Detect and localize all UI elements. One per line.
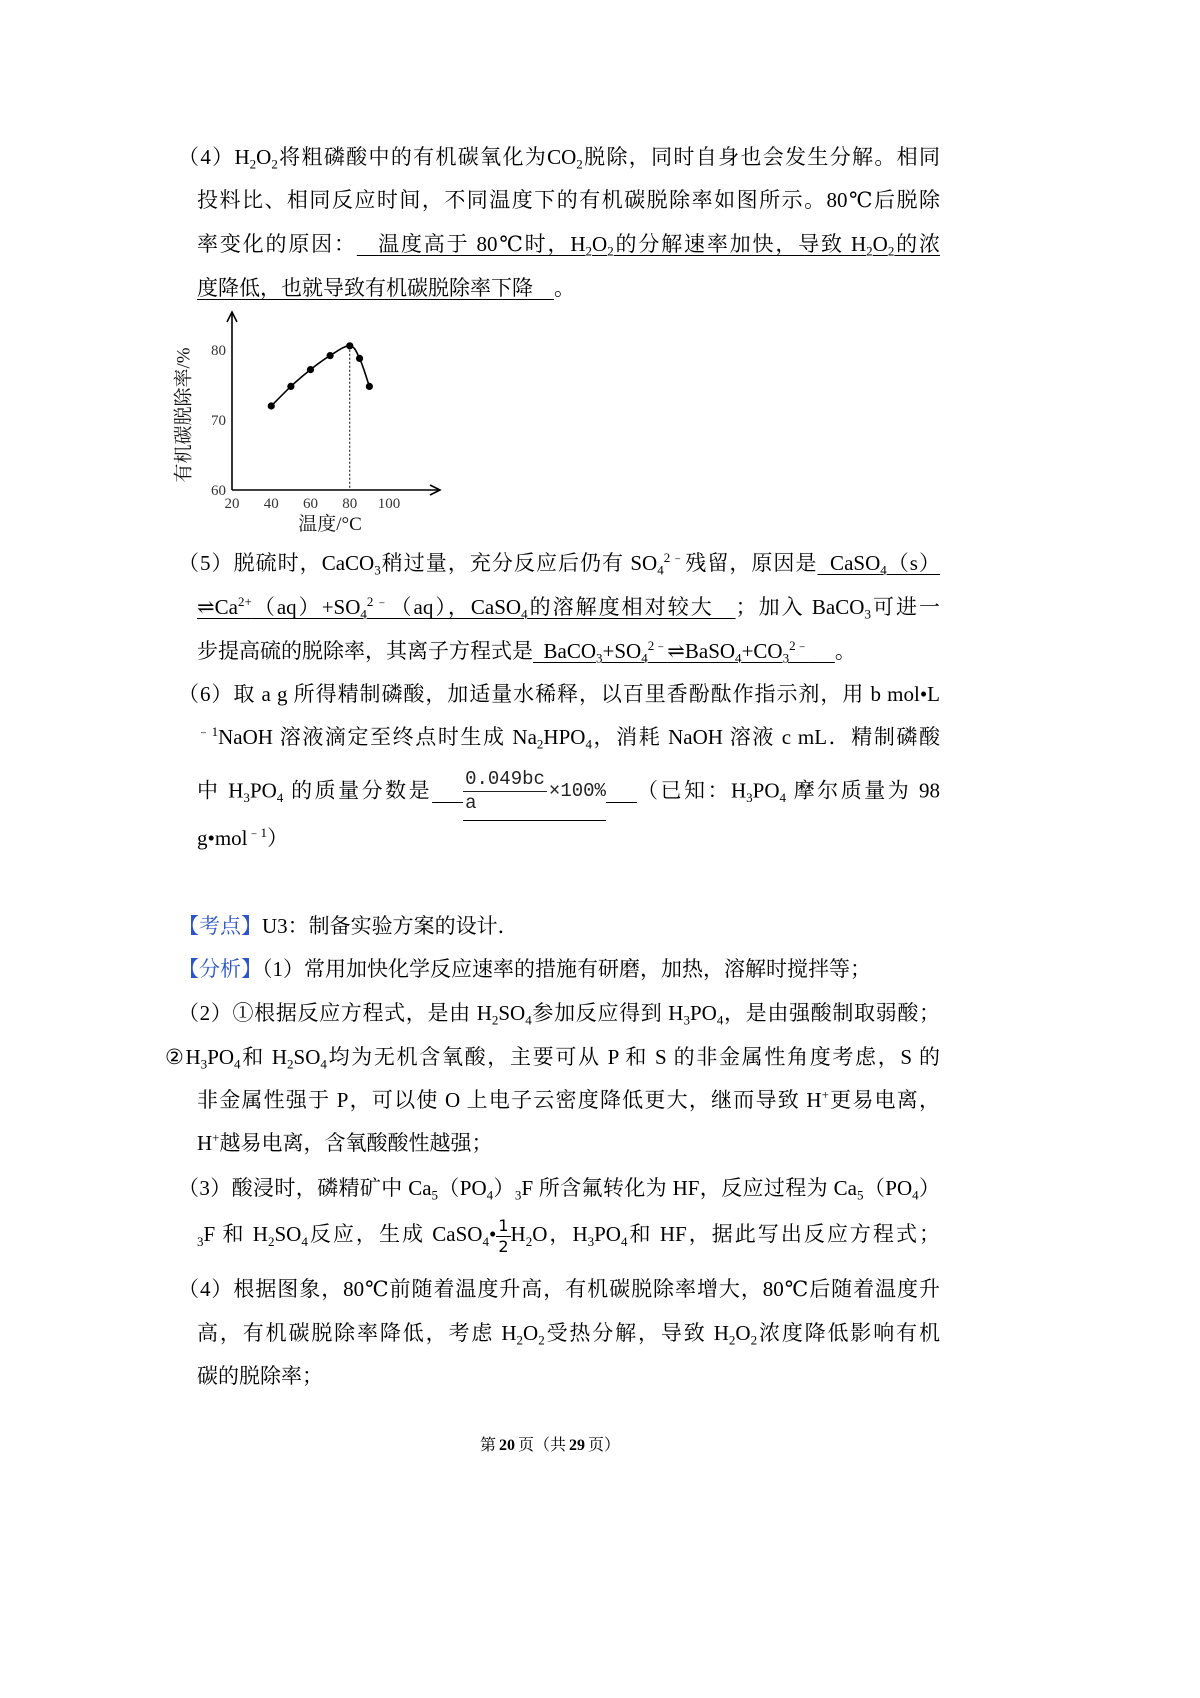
analysis-line-2 [178,996,940,1030]
text-run [432,779,463,803]
text-run: 的浓 [894,232,941,256]
q6-line-1 [178,677,940,711]
fraction [496,1217,510,1256]
subscript: 4 [620,1233,628,1249]
q4-line-2 [197,183,940,217]
text-run: 页（共 [518,1437,567,1454]
q5-line-2 [197,590,940,624]
text-run: （5）脱硫时，CaCO [178,551,375,575]
data-point [307,366,314,373]
data-point [268,402,275,409]
y-tick-label: 70 [211,413,226,429]
subscript: 4 [716,1012,724,1028]
subscript: 2 [249,156,257,172]
text-run: SO [274,1222,302,1247]
subscript: 2 [271,156,278,172]
subscript: 4 [234,1056,241,1072]
subscript: 4 [525,1012,532,1028]
subscript: 2 [887,243,895,259]
text-run: 中 H [197,778,244,803]
subscript: 4 [657,562,664,578]
text-run: 。 [834,639,856,663]
text-run: SO [498,1001,526,1025]
key-point-line [178,909,519,943]
text-run: H [234,145,250,169]
text-run: （PO [863,1176,913,1200]
text-run: （3）酸浸时，磷精矿中 Ca [178,1176,432,1200]
x-tick-label: 80 [342,496,358,512]
text-run: 29 [569,1437,586,1454]
subscript: 2 [516,1332,524,1348]
subscript: 2 [728,1332,736,1348]
subscript: 3 [596,650,603,666]
fraction-denominator: 2 [498,1236,509,1256]
text-run: 高，有机碳脱除率降低，考虑 H [197,1321,517,1345]
text-run: 均为无机含氧酸，主要可从 P 和 S 的非金属性角度考虑，S 的 [326,1045,940,1069]
text-run: PO [689,1001,717,1025]
text-run: BaCO [533,639,596,663]
text-run: CaSO [817,551,881,575]
subscript: 2 [525,1233,533,1249]
text-run: ⇌BaSO [667,639,736,663]
q6-line-4 [197,821,288,855]
text-run: 【考点】 [178,914,262,938]
analysis-line-1 [178,952,871,986]
q4-line-3 [197,227,940,261]
q5-line-1 [178,546,940,580]
text-run: ） [918,1176,940,1200]
answer-blank [432,768,637,815]
text-run: （已知：H [636,778,747,803]
text-run: H [510,1222,526,1247]
subscript: 4 [912,1187,919,1203]
analysis-line-9 [197,1316,940,1350]
text-run: 页） [588,1437,621,1454]
text-run: （aq），CaSO [390,595,522,619]
text-run: PO [207,1045,235,1069]
answer-blank [197,593,736,622]
subscript: 2 [491,1012,499,1028]
text-run: ，消耗 NaOH 溶液 c mL．精制磷酸 [591,725,940,749]
y-tick-labels [211,343,226,499]
superscript: 2﹣ [663,549,686,565]
fraction-denominator: a [465,792,477,815]
text-run: 度降低，也就导致有机碳脱除率下降 [197,276,554,300]
subscript: 5 [431,1187,439,1203]
text-run: O [256,145,272,169]
text-run: 摩尔质量为 98 [786,778,941,803]
subscript: 4 [360,606,367,622]
text-run: O [523,1321,539,1345]
analysis-line-5 [197,1126,493,1160]
superscript: 2﹣ [789,637,809,653]
subscript: 2 [750,1332,758,1348]
q6-line-2 [197,720,940,754]
subscript: 2 [585,243,593,259]
text-run: （PO [438,1176,487,1200]
data-point [287,383,294,390]
text-run: +SO [602,639,642,663]
x-tick-label: 60 [303,496,318,512]
subscript: 4 [301,1233,308,1249]
text-run: ） [493,1176,515,1200]
text-run: 越易电离，含氧酸酸性越强； [219,1131,493,1155]
text-run: 更易电离， [828,1088,940,1112]
superscript: 2+ [237,593,252,609]
text-run: （6）取 a g 所得精制磷酸，加适量水稀释，以百里香酚酞作指示剂，用 b mol•L [178,682,940,706]
subscript: 3 [374,562,381,578]
text-run: 。 [554,276,575,300]
text-run [809,639,835,663]
superscript: ﹣1 [197,723,219,739]
text-run: O [872,232,888,256]
subscript: 4 [641,650,648,666]
data-point [327,352,334,359]
x-tick-label: 100 [377,496,401,512]
text-run: HPO [543,725,586,749]
text-run: （4） [178,145,235,169]
text-run: （1）常用加快化学反应速率的措施有研磨，加热，溶解时搅拌等； [262,957,871,981]
text-run: ，是由强酸制取弱酸； [723,1001,940,1025]
text-run: 残留，原因是 [685,551,818,575]
fraction-numerator: 1 [498,1216,509,1235]
superscript: 2﹣ [647,637,668,653]
subscript: 3 [200,1056,208,1072]
text-run: O [735,1321,751,1345]
y-tick-label: 60 [211,483,226,499]
y-tick-label: 80 [211,343,226,359]
text-run: SO [293,1045,321,1069]
superscript: + [212,1129,220,1145]
text-run: 和 H [240,1045,288,1069]
subscript: 2 [267,1233,275,1249]
text-run: 率变化的原因： [197,232,357,256]
text-run: NaOH 溶液滴定至终点时生成 Na [218,725,537,749]
text-run: F 所含氟转化为 HF，反应过程为 Ca [521,1176,857,1200]
text-run: 受热分解，导致 H [544,1321,729,1345]
text-run [606,779,637,803]
subscript: 3 [514,1187,522,1203]
text-run: 温度高于 80℃时，H [356,232,586,256]
data-point [346,342,353,349]
subscript: 4 [482,1233,489,1249]
text-run: 第 [480,1437,497,1454]
text-run: 【分析】 [178,957,262,981]
subscript: 3 [243,790,250,806]
text-run: 浓度降低影响有机 [757,1321,940,1345]
text-run: PO [249,778,277,803]
analysis-line-8 [178,1272,940,1306]
q6-line-3 [197,765,941,815]
analysis-line-10 [197,1359,323,1393]
text-run: （4）根据图象，80℃前随着温度升高，有机碳脱除率增大，80℃后随着温度升 [178,1277,940,1301]
x-tick-label: 40 [263,496,279,512]
text-run: 投料比、相同反应时间，不同温度下的有机碳脱除率如图所示。80℃后脱除 [197,188,940,212]
text-run: 非金属性强于 P，可以使 O 上电子云密度降低更大，继而导致 H [197,1088,822,1112]
subscript: 4 [521,606,528,622]
subscript: 2 [607,243,614,259]
text-run: H [197,1131,213,1155]
text-run: O，H [532,1222,588,1247]
superscript: + [821,1086,829,1102]
answer-blank [817,551,941,578]
x-tick-label: 20 [224,496,240,512]
text-run: F 和 H [203,1222,268,1247]
data-point [366,383,373,390]
subscript: 5 [857,1187,864,1203]
subscript: 4 [276,790,284,806]
subscript: 2 [536,736,544,752]
text-run: 20 [499,1437,516,1454]
superscript: 2﹣ [366,593,391,609]
x-axis-label: 温度/°C [298,514,362,535]
text-run: PO [594,1222,621,1247]
subscript: 3 [864,606,871,622]
analysis-line-6 [178,1171,940,1205]
text-run: 的质量分数是 [283,778,433,803]
answer-blank [356,232,941,259]
superscript: ﹣1 [247,824,268,840]
page-footer [480,1434,620,1458]
text-run: （2）①根据反应方程式，是由 H [178,1001,492,1025]
q4-line-1 [178,140,940,174]
fraction [463,769,547,815]
answer-blank [533,637,835,666]
text-run: 可进一 [870,595,941,619]
subscript: 3 [683,1012,690,1028]
subscript: 4 [486,1187,494,1203]
subscript: 2 [287,1056,294,1072]
text-run: g•mol [197,826,248,850]
subscript: 4 [779,790,787,806]
text-run: 将粗磷酸中的有机碳氧化为 [277,145,548,169]
removal-rate-chart [160,300,450,550]
text-run: ；加入 BaCO [735,595,865,619]
text-run: 和 HF，据此写出反应方程式； [627,1222,940,1247]
subscript: 4 [880,562,887,578]
subscript: 3 [587,1233,595,1249]
subscript: 2 [576,156,583,172]
text-run: O [592,232,608,256]
analysis-line-3 [165,1040,940,1074]
subscript: 2 [866,243,873,259]
text-run: （s） [886,551,941,575]
text-run: 步提高硫的脱除率，其离子方程式是 [197,639,533,663]
subscript: 4 [320,1056,327,1072]
series-line [271,346,369,406]
text-run: 的溶解度相对较大 [527,595,736,619]
text-run: 反应，生成 CaSO [307,1222,483,1247]
text-run: （aq）+SO [251,595,361,619]
fraction-numerator: 0.049bc [463,769,547,792]
subscript: 3 [197,1233,204,1249]
y-axis-label: 有机碳脱除率/% [173,347,195,483]
subscript: 4 [735,650,742,666]
text-run: U3：制备实验方案的设计． [262,914,519,938]
x-tick-labels [225,496,401,512]
text-run: • [488,1222,497,1247]
text-run: 脱除，同时自身也会发生分解。相同 [582,145,941,169]
text-run: 参加反应得到 H [531,1001,684,1025]
text-run: ） [267,826,289,850]
q5-line-3 [197,634,856,668]
text-run: ⇌Ca [197,595,238,619]
subscript: 2 [538,1332,545,1348]
answer-blank [197,276,554,300]
subscript: 3 [782,650,790,666]
analysis-line-7 [197,1216,940,1256]
text-run: ②H [165,1045,201,1069]
analysis-line-4 [197,1083,940,1117]
math-expression [496,1217,510,1256]
data-point [356,355,363,362]
text-run: 的分解速率加快，导致 H [613,232,867,256]
text-run: CO [547,145,577,169]
math-expression [463,769,606,821]
text-run: +CO [741,639,783,663]
text-run: PO [752,778,780,803]
text-run: 碳的脱除率； [197,1364,323,1388]
math-suffix: ×100% [548,780,606,803]
text-run: 稍过量，充分反应后仍有 SO [380,551,658,575]
subscript: 4 [585,736,592,752]
subscript: 3 [746,790,753,806]
